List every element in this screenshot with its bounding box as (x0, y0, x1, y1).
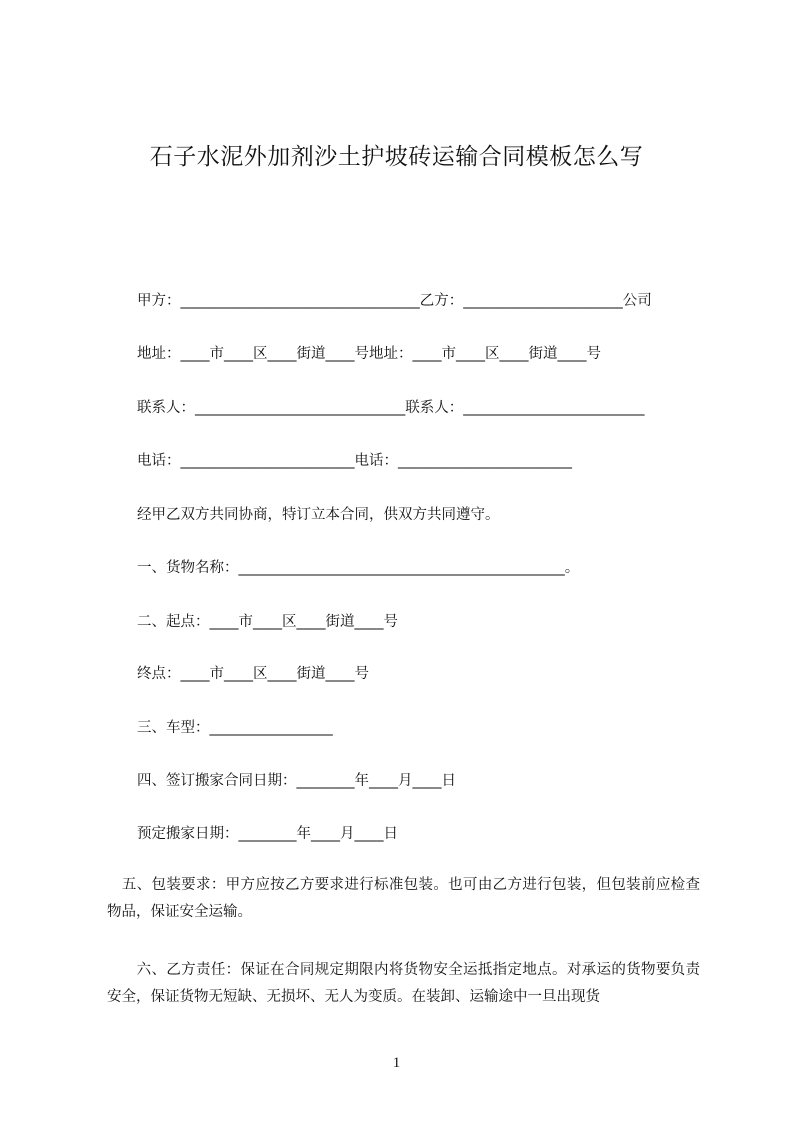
phone-line: 电话：________________________电话：________________________ (137, 453, 572, 469)
agreement-line: 经甲乙双方共同协商，特订立本合同，供双方共同遵守。 (137, 507, 500, 523)
scheduled-date-line: 预定搬家日期：________年____月____日 (137, 826, 398, 842)
document-title: 石子水泥外加剂沙土护坡砖运输合同模板怎么写 (149, 144, 644, 170)
goods-name-line: 一、货物名称：_____________________________________________。 (137, 560, 580, 576)
vehicle-type-line: 三、车型：_________________ (137, 720, 333, 736)
responsibility-paragraph: 六、乙方责任：保证在合同规定期限内将货物安全运抵指定地点。对承运的货物要负责安全，保证货物无短缺、无损坏、无人为变质。在装卸、运输途中一旦出现货 (107, 962, 700, 1005)
contact-line: 联系人：_____________________________联系人：_________________________ (137, 400, 645, 416)
parties-line: 甲方：_________________________________乙方：______________________公司 (137, 293, 652, 309)
destination-line: 终点：____市____区____街道____号 (137, 666, 369, 682)
page-number: 1 (392, 1055, 401, 1071)
origin-line: 二、起点：____市____区____街道____号 (137, 614, 398, 630)
packaging-paragraph: 五、包装要求：甲方应按乙方要求进行标准包装。也可由乙方进行包装，但包装前应检查物品，保证安全运输。 (107, 877, 700, 920)
address-line: 地址：____市____区____街道____号地址：____市____区____街道____号 (137, 346, 601, 362)
sign-date-line: 四、签订搬家合同日期：________年____月____日 (137, 773, 456, 789)
